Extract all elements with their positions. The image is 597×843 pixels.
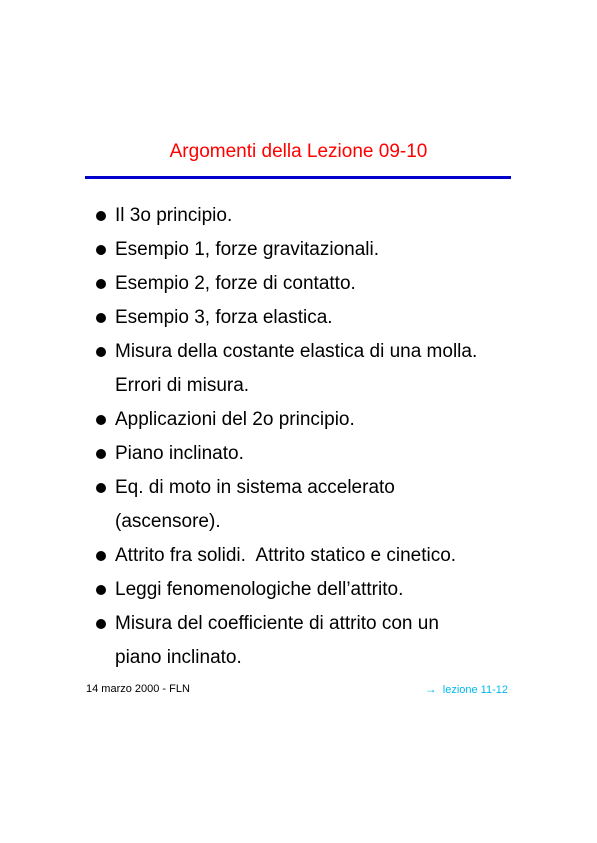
list-item xyxy=(93,267,533,301)
bullet-icon xyxy=(96,619,106,629)
list-item xyxy=(93,573,533,607)
list-item-text: Applicazioni del 2o principio. xyxy=(115,409,355,430)
list-item xyxy=(93,471,533,539)
bullet-icon xyxy=(96,551,106,561)
title-divider xyxy=(85,176,511,179)
list-item xyxy=(93,437,533,471)
list-item xyxy=(93,539,533,573)
right-arrow-icon: → xyxy=(424,682,437,696)
list-item xyxy=(93,199,533,233)
list-item-text-continued: (ascensore). xyxy=(115,511,221,532)
list-item xyxy=(93,335,533,403)
bullet-icon xyxy=(96,245,106,255)
list-item-text: Il 3o principio. xyxy=(115,205,233,226)
list-item xyxy=(93,233,533,267)
list-item-text: Eq. di moto in sistema accelerato xyxy=(115,477,395,498)
slide-title: Argomenti della Lezione 09-10 xyxy=(169,141,428,162)
list-item xyxy=(93,607,533,675)
list-item-text: Esempio 3, forza elastica. xyxy=(115,307,333,328)
list-item xyxy=(93,403,533,437)
list-item-text: Piano inclinato. xyxy=(115,443,244,464)
list-item-text: Leggi fenomenologiche dell’attrito. xyxy=(115,579,404,600)
list-item-text: Esempio 2, forze di contatto. xyxy=(115,273,356,294)
list-item-text: Misura della costante elastica di una molla. xyxy=(115,341,478,362)
bullet-icon xyxy=(96,415,106,425)
bullet-icon xyxy=(96,449,106,459)
bullet-icon xyxy=(96,313,106,323)
next-lesson-link[interactable] xyxy=(425,682,508,697)
list-item-text: Attrito fra solidi. Attrito statico e cinetico. xyxy=(115,545,457,566)
topic-list xyxy=(93,199,533,675)
list-item-text: Esempio 1, forze gravitazionali. xyxy=(115,239,380,260)
list-item-text: Misura del coefficiente di attrito con un xyxy=(115,613,439,634)
bullet-icon xyxy=(96,585,106,595)
bullet-icon xyxy=(96,211,106,221)
list-item-text-continued: piano inclinato. xyxy=(115,647,242,668)
footer-date-author: 14 marzo 2000 - FLN xyxy=(86,683,190,695)
next-lesson-label[interactable]: lezione 11-12 xyxy=(442,684,508,696)
list-item xyxy=(93,301,533,335)
bullet-icon xyxy=(96,279,106,289)
bullet-icon xyxy=(96,483,106,493)
list-item-text-continued: Errori di misura. xyxy=(115,375,250,396)
bullet-icon xyxy=(96,347,106,357)
